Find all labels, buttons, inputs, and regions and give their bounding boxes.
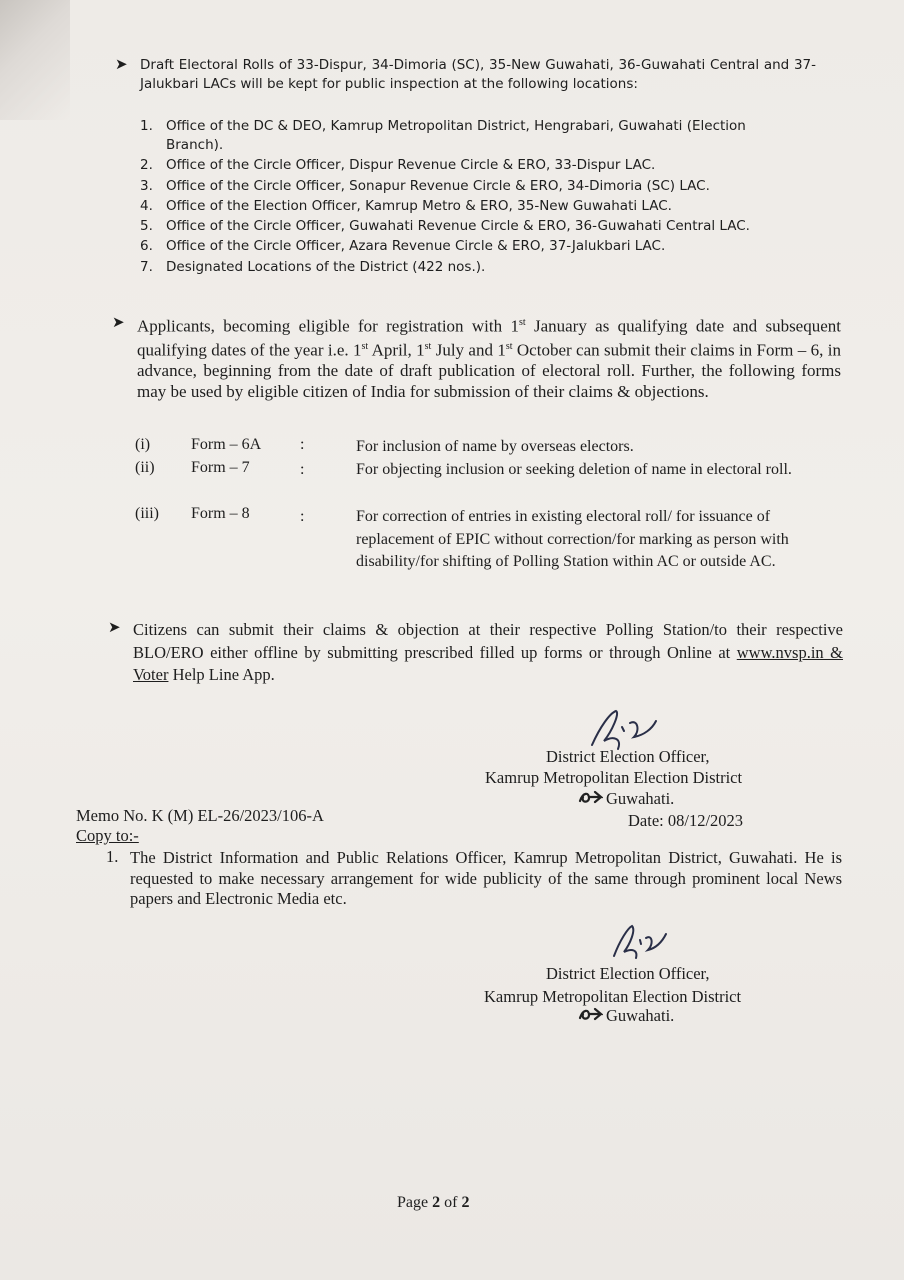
page-fold-shadow	[0, 0, 70, 120]
form-separator: :	[300, 461, 305, 478]
form-number: (ii)	[135, 459, 155, 476]
signature-1-district: Kamrup Metropolitan Election District	[485, 768, 743, 787]
form-number: (iii)	[135, 505, 159, 522]
signature-1-designation: District Election Officer,	[546, 747, 710, 766]
signature-2-district: Kamrup Metropolitan Election District	[484, 987, 742, 1006]
seal-mark-icon	[577, 1006, 603, 1022]
section1-intro: Draft Electoral Rolls of 33-Dispur, 34-Dimoria (SC), 35-New Guwahati, 36-Guwahati Central and 37-Jalukbari LACs will be kept for public inspection at the following locations:	[140, 57, 816, 92]
form-description: For correction of entries in existing electoral roll/ for issuance of replacement of EPIC without correction/for marking as person with disability/for shifting of Polling Station within AC or outside AC.	[356, 508, 789, 570]
bullet-arrow-icon: ➤	[115, 57, 128, 73]
form-description: For inclusion of name by overseas electors.	[356, 438, 634, 455]
form-separator: :	[300, 508, 305, 525]
section2-paragraph: Applicants, becoming eligible for registration with 1st January as qualifying date and subsequent qualifying dates of the year i.e. 1st April, 1st July and 1st October can submit their claims in Form – 6, in advance, beginning from the date of draft publication of electoral roll. Further, the following forms may be used by eligible citizen of India for submission of their claims & objections.	[137, 316, 841, 401]
seal-mark-icon	[577, 789, 603, 805]
signature-1-place: Guwahati.	[606, 789, 675, 808]
copy-item-number: 1.	[106, 847, 119, 866]
copy-to-heading: Copy to:-	[76, 826, 139, 845]
page-number: Page 2 of 2	[397, 1194, 470, 1211]
form-separator: :	[300, 436, 305, 453]
bullet-arrow-icon: ➤	[108, 620, 121, 636]
signature-2-designation: District Election Officer,	[546, 964, 710, 983]
form-number: (i)	[135, 436, 151, 453]
bullet-arrow-icon: ➤	[112, 315, 125, 331]
nvsp-link[interactable]: www.nvsp.in & Voter	[133, 642, 844, 684]
memo-number: Memo No. K (M) EL-26/2023/106-A	[76, 806, 324, 825]
signature-2-place: Guwahati.	[606, 1006, 675, 1025]
document-page: ➤ Draft Electoral Rolls of 33-Dispur, 34-Dimoria (SC), 35-New Guwahati, 36-Guwahati Central and 37-Jalukbari LACs will be kept for public inspection at the following locations: 1. Office of the DC & DEO, Kamrup Metropolitan District, Hengrabari, Guwahati (Election Branch). 2. Office of the Circle Officer, Dispur Revenue Circle & ERO, 33-Dispur LAC. 3. Office of the Circle Officer, Sonapur Revenue Circle & ERO, 34-Dimoria (SC) LAC. 4. Office of the Election Officer, Kamrup Metro & ERO, 35-New Guwahati LAC. 5. Office of the Circle Officer, Guwahati Revenue Circle & ERO, 36-Guwahati Central LAC. 6. Office of the Circle Officer, Azara Revenue Circle & ERO, 37-Jalukbari LAC. 7. Designated Locations of the District (422 nos.). ➤ Applicants, becoming eligible for registration with 1st January as qualifying date and subsequent qualifying dates of the year i.e. 1st April, 1st July and 1st October can submit their claims in Form – 6, in advance, beginning from the date of draft publication of electoral roll. Further, the following forms may be used by eligible citizen of India for submission of their claims & objections. (i) Form – 6A : For inclusion of name by overseas electors. (ii) Form – 7 : For objecting inclusion or seeking deletion of name in electoral roll. (iii) Form – 8 : For correction of entries in existing electoral roll/ for issuance of replacement of EPIC without correction/for marking as person with disability/for shifting of Polling Station within AC or outside AC. ➤ Citizens can submit their claims & objection at their respective Polling Station/to their respective BLO/ERO either offline by submitting prescribed filled up forms or through Online at www.nvsp.in & Voter Help Line App. District Election Officer, Kamrup Metropolitan Election District Guwahati. Memo No. K (M) EL-26/2023/106-A Date: 08/12/2023 Copy to:- 1. The District Information and Public Relations Officer, Kamrup Metropolitan District, Guwahati. He is requested to make necessary arrangement for wide publicity of the same through prominent local News papers and Electronic Media etc. District Election Officer, Kamrup Metropolitan Election District Guwahati. Page 2 of 2	[0, 0, 904, 1280]
section3-paragraph: Citizens can submit their claims & objection at their respective Polling Station/to their respective BLO/ERO either offline by submitting prescribed filled up forms or through Online at www.nvsp.in & Voter Help Line App.	[133, 620, 844, 684]
form-description: For objecting inclusion or seeking deletion of name in electoral roll.	[356, 461, 792, 478]
copy-item-text: The District Information and Public Relations Officer, Kamrup Metropolitan District, Guwahati. He is requested to make necessary arrangement for wide publicity of the same through prominent local News papers and Electronic Media etc.	[130, 848, 842, 908]
form-name: Form – 7	[191, 459, 250, 476]
memo-date: Date: 08/12/2023	[628, 811, 744, 830]
form-name: Form – 8	[191, 505, 250, 522]
handwritten-signature-icon	[610, 922, 670, 964]
form-name: Form – 6A	[191, 436, 262, 453]
